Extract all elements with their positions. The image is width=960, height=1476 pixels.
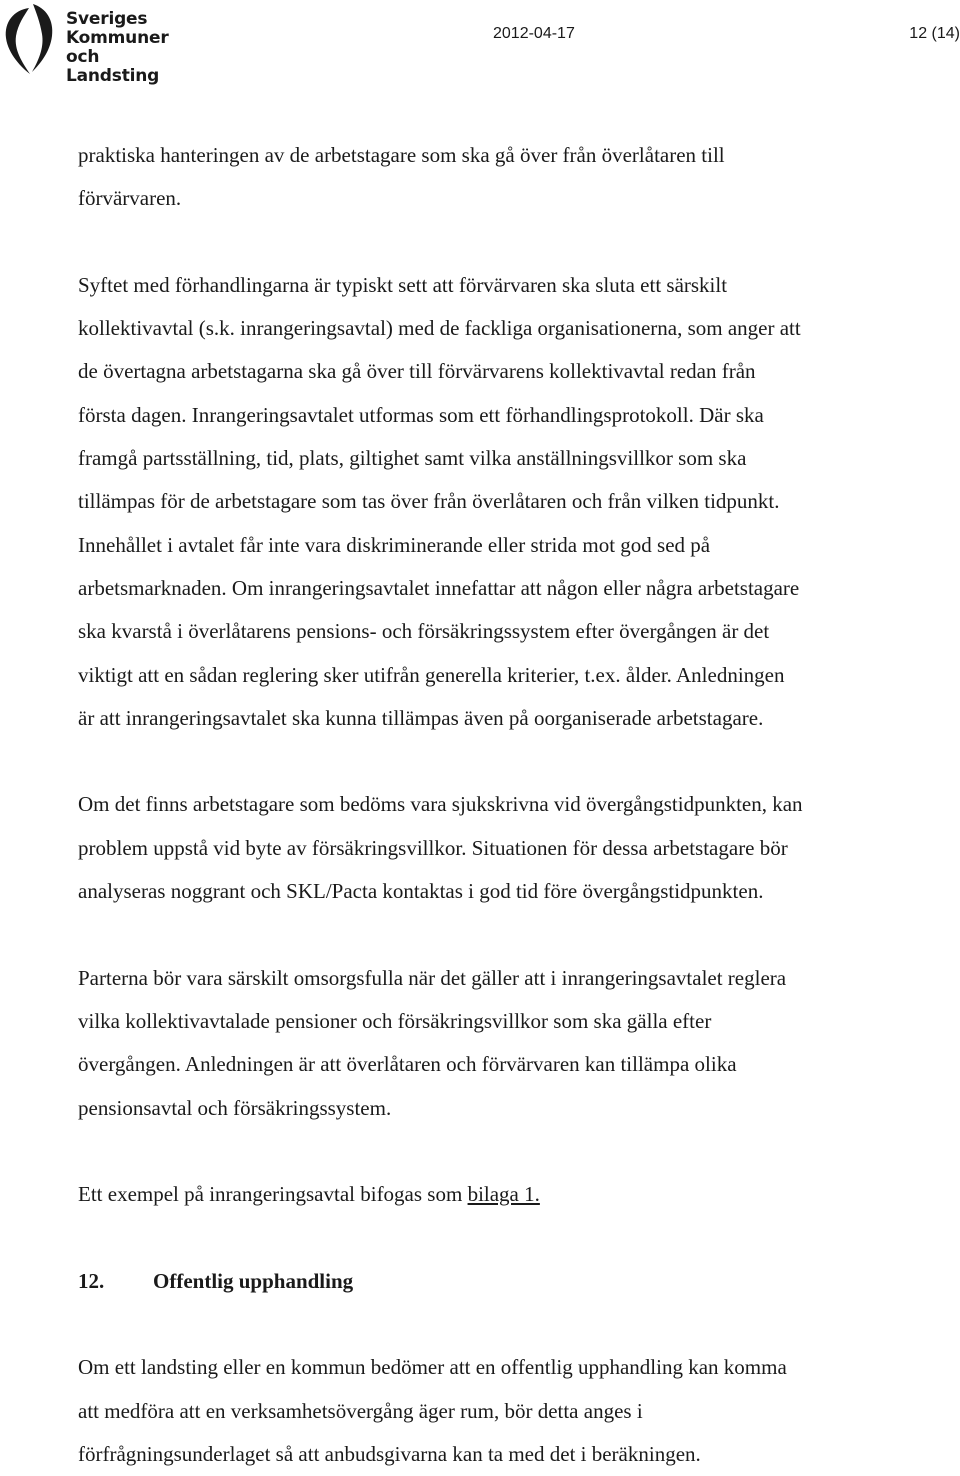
text-line: första dagen. Inrangeringsavtalet utformas som ett förhandlingsprotokoll. Där ska [78, 402, 764, 427]
text-line: kollektivavtal (s.k. inrangeringsavtal) med de fackliga organisationerna, som anger att [78, 316, 801, 341]
text-line: Innehållet i avtalet får inte vara diskriminerande eller strida mot god sed på [78, 532, 711, 557]
text-line: Parterna bör vara särskilt omsorgsfulla när det gäller att i inrangeringsavtalet reglera [78, 965, 787, 990]
document-body [78, 134, 950, 1476]
paragraph [78, 264, 950, 740]
logo-line: Kommuner [66, 28, 169, 48]
document-date: 2012-04-17 [493, 25, 575, 42]
logo-line: Sveriges [66, 9, 148, 29]
text-line: ska kvarstå i överlåtarens pensions- och försäkringssystem efter övergången är det [78, 619, 770, 644]
text-line: praktiska hanteringen av de arbetstagare som ska gå över från överlåtaren till [78, 143, 725, 167]
logo-wordmark [66, 10, 190, 86]
logo-emblem-icon [0, 2, 58, 76]
text-line: förvärvaren. [78, 186, 182, 211]
section-number: 12. [78, 1268, 105, 1293]
text-line: att medföra att en verksamhetsövergång äger rum, bör detta anges i [78, 1398, 643, 1423]
text-line: framgå partsställning, tid, plats, giltighet samt vilka anställningsvillkor som ska [78, 446, 747, 471]
attachment-reference [78, 1173, 950, 1216]
text-line: tillämpas för de arbetstagare som tas över från överlåtaren och från vilken tidpunkt. [78, 489, 780, 514]
attachment-text: Ett exempel på inrangeringsavtal bifogas som [78, 1182, 468, 1207]
page-number: 12 (14) [909, 25, 960, 42]
text-line: analyseras noggrant och SKL/Pacta kontaktas i god tid före övergångstidpunkten. [78, 879, 764, 904]
text-line: förfrågningsunderlaget så att anbudsgivarna kan ta med det i beräkningen. [78, 1441, 701, 1466]
section-title: Offentlig upphandling [153, 1268, 354, 1293]
paragraph [78, 957, 950, 1130]
text-line: viktigt att en sådan reglering sker utifrån generella kriterier, t.ex. ålder. Anledningen [78, 662, 785, 687]
text-line: Syftet med förhandlingarna är typiskt sett att förvärvaren ska sluta ett särskilt [78, 272, 728, 297]
text-line: problem uppstå vid byte av försäkringsvillkor. Situationen för dessa arbetstagare bör [78, 835, 788, 860]
text-line: de övertagna arbetstagarna ska gå över till förvärvarens kollektivavtal redan från [78, 359, 756, 384]
text-line: Om det finns arbetstagare som bedöms vara sjukskrivna vid övergångstidpunkten, kan [78, 792, 803, 817]
paragraph [78, 134, 950, 221]
text-line: pensionsavtal och försäkringssystem. [78, 1095, 392, 1120]
text-line: övergången. Anledningen är att överlåtaren och förvärvaren kan tillämpa olika [78, 1052, 737, 1077]
section-heading [78, 1260, 950, 1303]
page-header [0, 0, 960, 86]
text-line: Om ett landsting eller en kommun bedömer att en offentlig upphandling kan komma [78, 1355, 787, 1380]
text-line: vilka kollektivavtalade pensioner och försäkringsvillkor som ska gälla efter [78, 1008, 712, 1033]
text-line: arbetsmarknaden. Om inrangeringsavtalet innefattar att någon eller några arbetstagare [78, 575, 800, 600]
paragraph [78, 783, 950, 913]
attachment-link[interactable]: bilaga 1. [467, 1182, 540, 1207]
text-line: är att inrangeringsavtalet ska kunna tillämpas även på oorganiserade arbetstagare. [78, 705, 764, 730]
logo-line: och Landsting [66, 47, 160, 86]
organization-logo [0, 0, 190, 86]
paragraph [78, 1346, 950, 1476]
